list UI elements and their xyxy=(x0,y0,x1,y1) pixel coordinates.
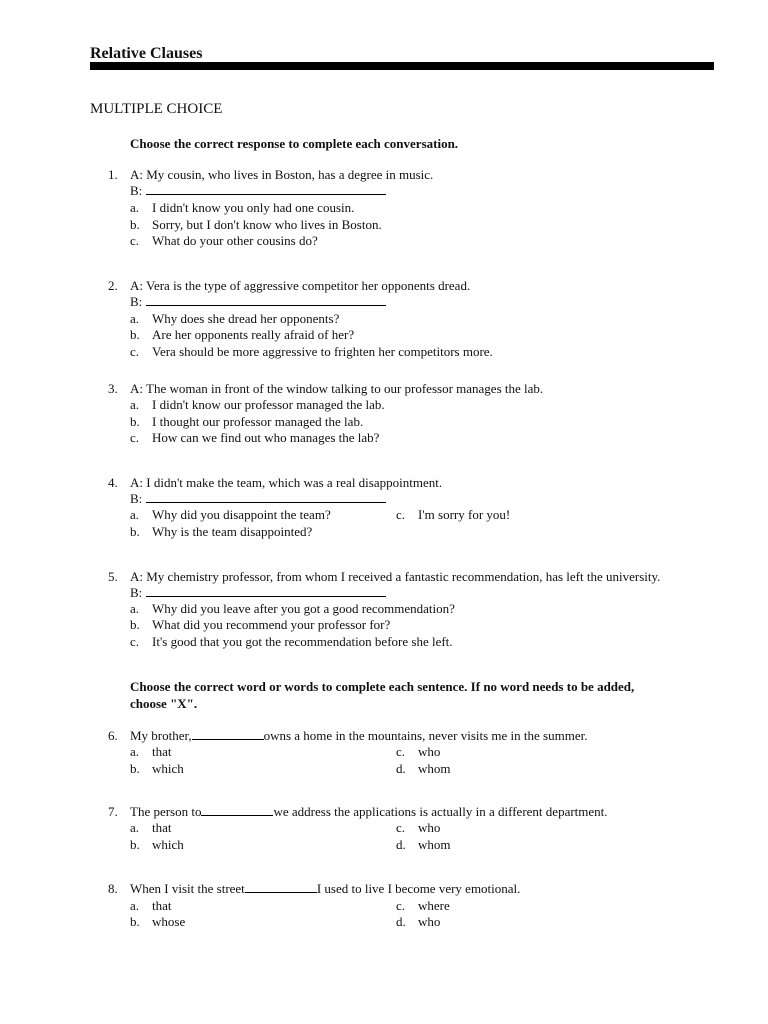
question-prompt: A: I didn't make the team, which was a real disappointment. xyxy=(130,475,443,490)
answer-line xyxy=(130,294,386,310)
option-text: Why is the team disappointed? xyxy=(152,524,313,539)
sentence-before: When I visit the street xyxy=(130,881,245,896)
option-row[interactable] xyxy=(130,634,453,650)
b-label: B: xyxy=(130,294,143,309)
option-letter: a. xyxy=(130,200,140,215)
option-letter: b. xyxy=(130,217,140,232)
option-letter: c. xyxy=(130,634,140,649)
b-label: B: xyxy=(130,585,143,600)
option-letter: b. xyxy=(130,414,140,429)
option-letter: d. xyxy=(396,914,406,929)
option-row[interactable] xyxy=(130,820,172,836)
option-letter: a. xyxy=(130,397,140,412)
option-row[interactable] xyxy=(130,914,185,930)
question-6 xyxy=(108,728,588,744)
option-letter: a. xyxy=(130,898,140,913)
sentence-before: My brother, xyxy=(130,728,192,743)
option-row[interactable] xyxy=(130,397,385,413)
option-text: that xyxy=(152,820,172,835)
option-text: Why did you disappoint the team? xyxy=(152,507,331,522)
option-row[interactable] xyxy=(130,414,363,430)
part2-instruction-line2: choose "X". xyxy=(130,696,198,711)
option-text: where xyxy=(418,898,450,913)
answer-line xyxy=(130,183,386,199)
option-letter: d. xyxy=(396,837,406,852)
option-letter: b. xyxy=(130,914,140,929)
answer-blank[interactable] xyxy=(146,491,386,503)
option-letter: c. xyxy=(396,744,406,759)
document-title: Relative Clauses xyxy=(90,45,203,62)
answer-blank[interactable] xyxy=(146,183,386,195)
option-text: Why does she dread her opponents? xyxy=(152,311,340,326)
option-row[interactable] xyxy=(396,914,440,930)
option-row[interactable] xyxy=(130,898,172,914)
answer-blank[interactable] xyxy=(146,585,386,597)
option-letter: c. xyxy=(130,430,140,445)
option-text: whom xyxy=(418,761,451,776)
option-text: What do your other cousins do? xyxy=(152,233,318,248)
answer-blank[interactable] xyxy=(201,804,273,816)
option-letter: b. xyxy=(130,617,140,632)
option-row[interactable] xyxy=(396,744,440,760)
option-text: who xyxy=(418,914,441,929)
option-text: I'm sorry for you! xyxy=(418,507,511,522)
option-row[interactable] xyxy=(130,744,172,760)
option-letter: c. xyxy=(130,233,140,248)
option-letter: a. xyxy=(130,601,140,616)
option-text: Why did you leave after you got a good recommendation? xyxy=(152,601,455,616)
question-2 xyxy=(108,278,471,294)
question-prompt: A: The woman in front of the window talking to our professor manages the lab. xyxy=(130,381,544,396)
option-text: I thought our professor managed the lab. xyxy=(152,414,364,429)
option-row[interactable] xyxy=(396,761,451,777)
sentence-before: The person to xyxy=(130,804,202,819)
option-text: that xyxy=(152,898,172,913)
option-text: Vera should be more aggressive to frighten her competitors more. xyxy=(152,344,493,359)
option-text: which xyxy=(152,837,184,852)
question-number: 4. xyxy=(108,475,118,490)
option-letter: b. xyxy=(130,327,140,342)
option-row[interactable] xyxy=(396,837,451,853)
option-letter: b. xyxy=(130,837,140,852)
option-row[interactable] xyxy=(130,601,455,617)
option-letter: c. xyxy=(130,344,140,359)
question-number: 3. xyxy=(108,381,118,396)
option-letter: b. xyxy=(130,524,140,539)
option-row[interactable] xyxy=(396,820,440,836)
option-row[interactable] xyxy=(130,761,184,777)
option-text: How can we find out who manages the lab? xyxy=(152,430,380,445)
option-row[interactable] xyxy=(130,524,312,540)
option-row[interactable] xyxy=(130,344,493,360)
question-5 xyxy=(108,569,661,585)
option-letter: a. xyxy=(130,507,140,522)
question-prompt: A: My chemistry professor, from whom I received a fantastic recommendation, has left the university. xyxy=(130,569,661,584)
sentence-after: we address the applications is actually in a different department. xyxy=(273,804,608,819)
part1-instruction: Choose the correct response to complete each conversation. xyxy=(130,136,459,151)
question-prompt: A: Vera is the type of aggressive competitor her opponents dread. xyxy=(130,278,471,293)
section-heading: MULTIPLE CHOICE xyxy=(90,101,223,117)
option-text: who xyxy=(418,820,441,835)
answer-blank[interactable] xyxy=(146,294,386,306)
title-rule xyxy=(90,62,714,70)
question-number: 6. xyxy=(108,728,118,743)
answer-blank[interactable] xyxy=(245,881,317,893)
option-text: It's good that you got the recommendation before she left. xyxy=(152,634,453,649)
option-text: that xyxy=(152,744,172,759)
option-text: I didn't know you only had one cousin. xyxy=(152,200,355,215)
option-text: which xyxy=(152,761,184,776)
b-label: B: xyxy=(130,183,143,198)
option-text: whom xyxy=(418,837,451,852)
question-number: 1. xyxy=(108,167,118,182)
option-row[interactable] xyxy=(130,617,390,633)
option-row[interactable] xyxy=(396,898,450,914)
option-text: I didn't know our professor managed the lab. xyxy=(152,397,385,412)
sentence-after: I used to live I become very emotional. xyxy=(316,881,521,896)
part2-instruction xyxy=(130,678,690,712)
question-number: 8. xyxy=(108,881,118,896)
option-letter: c. xyxy=(396,507,406,522)
option-row[interactable] xyxy=(396,507,510,523)
question-1 xyxy=(108,167,434,183)
option-text: Are her opponents really afraid of her? xyxy=(152,327,355,342)
question-8 xyxy=(108,881,521,897)
option-row[interactable] xyxy=(130,233,318,249)
part2-instruction-line1: Choose the correct word or words to complete each sentence. If no word needs to be added, xyxy=(130,679,635,694)
option-letter: d. xyxy=(396,761,406,776)
option-letter: b. xyxy=(130,761,140,776)
option-text: who xyxy=(418,744,441,759)
option-row[interactable] xyxy=(130,327,354,343)
question-number: 2. xyxy=(108,278,118,293)
answer-line xyxy=(130,585,386,601)
question-number: 5. xyxy=(108,569,118,584)
option-row[interactable] xyxy=(130,311,339,327)
question-4 xyxy=(108,475,443,491)
option-letter: c. xyxy=(396,820,406,835)
option-text: What did you recommend your professor for? xyxy=(152,617,391,632)
option-row[interactable] xyxy=(130,217,382,233)
option-letter: a. xyxy=(130,311,140,326)
answer-blank[interactable] xyxy=(192,728,264,740)
option-letter: c. xyxy=(396,898,406,913)
option-text: Sorry, but I don't know who lives in Boston. xyxy=(152,217,382,232)
answer-line xyxy=(130,491,386,507)
option-row[interactable] xyxy=(130,837,184,853)
option-row[interactable] xyxy=(130,200,354,216)
option-row[interactable] xyxy=(130,507,331,523)
option-letter: a. xyxy=(130,744,140,759)
question-3 xyxy=(108,381,544,397)
b-label: B: xyxy=(130,491,143,506)
sentence-after: owns a home in the mountains, never visits me in the summer. xyxy=(263,728,588,743)
option-row[interactable] xyxy=(130,430,379,446)
question-prompt: A: My cousin, who lives in Boston, has a degree in music. xyxy=(130,167,434,182)
question-number: 7. xyxy=(108,804,118,819)
option-text: whose xyxy=(152,914,186,929)
option-letter: a. xyxy=(130,820,140,835)
question-7 xyxy=(108,804,608,820)
